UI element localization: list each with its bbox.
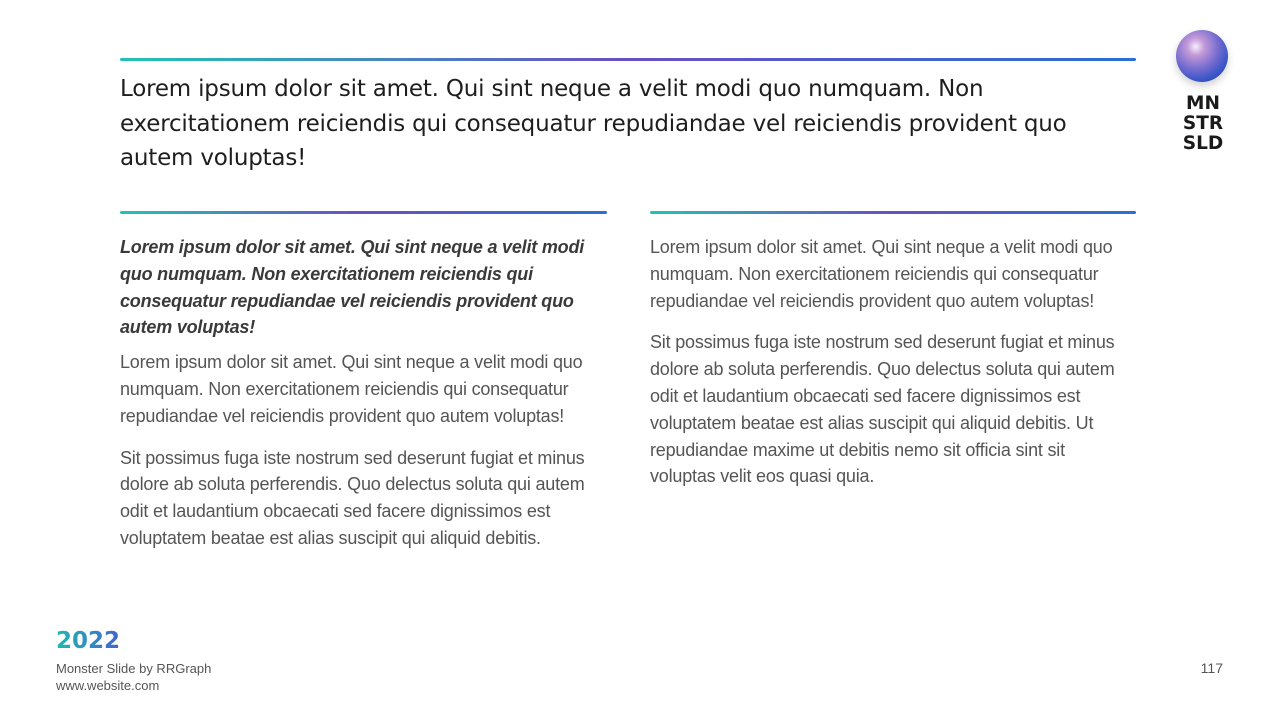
footer-website: www.website.com (56, 678, 160, 693)
right-column (650, 234, 1120, 505)
right-paragraph-2: Sit possimus fuga iste nostrum sed deserunt fugiat et minus dolore ab soluta perferendis. Quo delectus soluta qui autem odit et laudantium obcaecati sed facere dignissimos est voluptatem beatae est alias suscipit qui aliquid debitis. Ut repudiandae maxime ut debitis nemo sit officia sint sit voluptas velit eos quasi quia. (650, 332, 1115, 487)
brand-logo (1176, 30, 1230, 154)
left-column (120, 234, 590, 567)
right-paragraph-1: Lorem ipsum dolor sit amet. Qui sint neque a velit modi quo numquam. Non exercitationem reiciendis qui consequatur repudiandae vel reiciendis provident quo autem voluptas! (650, 237, 1113, 311)
left-paragraph-2: Sit possimus fuga iste nostrum sed deserunt fugiat et minus dolore ab soluta perferendis. Quo delectus soluta qui autem odit et laudantium obcaecati sed facere dignissimos est voluptatem beatae est alias suscipit qui aliquid debitis. (120, 447, 585, 548)
orb-icon (1176, 30, 1228, 82)
left-lead-text: Lorem ipsum dolor sit amet. Qui sint neque a velit modi quo numquam. Non exercitationem reiciendis qui consequatur repudiandae vel reiciendis provident quo autem voluptas! (120, 237, 585, 338)
right-column-divider (650, 211, 1136, 214)
page-number: 117 (1200, 660, 1223, 676)
logo-line-1: MN (1186, 93, 1220, 114)
footer-credit: Monster Slide by RRGraph (56, 661, 212, 676)
logo-line-3: SLD (1182, 133, 1224, 154)
logo-text (1176, 94, 1230, 154)
top-divider (120, 58, 1136, 61)
footer-year: 2022 (56, 628, 121, 654)
left-column-divider (120, 211, 607, 214)
left-paragraph-1: Lorem ipsum dolor sit amet. Qui sint neque a velit modi quo numquam. Non exercitationem reiciendis qui consequatur repudiandae vel reiciendis provident quo autem voluptas! (120, 352, 583, 426)
logo-line-2: STR (1182, 113, 1224, 134)
intro-text: Lorem ipsum dolor sit amet. Qui sint neque a velit modi quo numquam. Non exercitationem reiciendis qui consequatur repudiandae vel reiciendis provident quo autem voluptas! (120, 76, 1067, 171)
